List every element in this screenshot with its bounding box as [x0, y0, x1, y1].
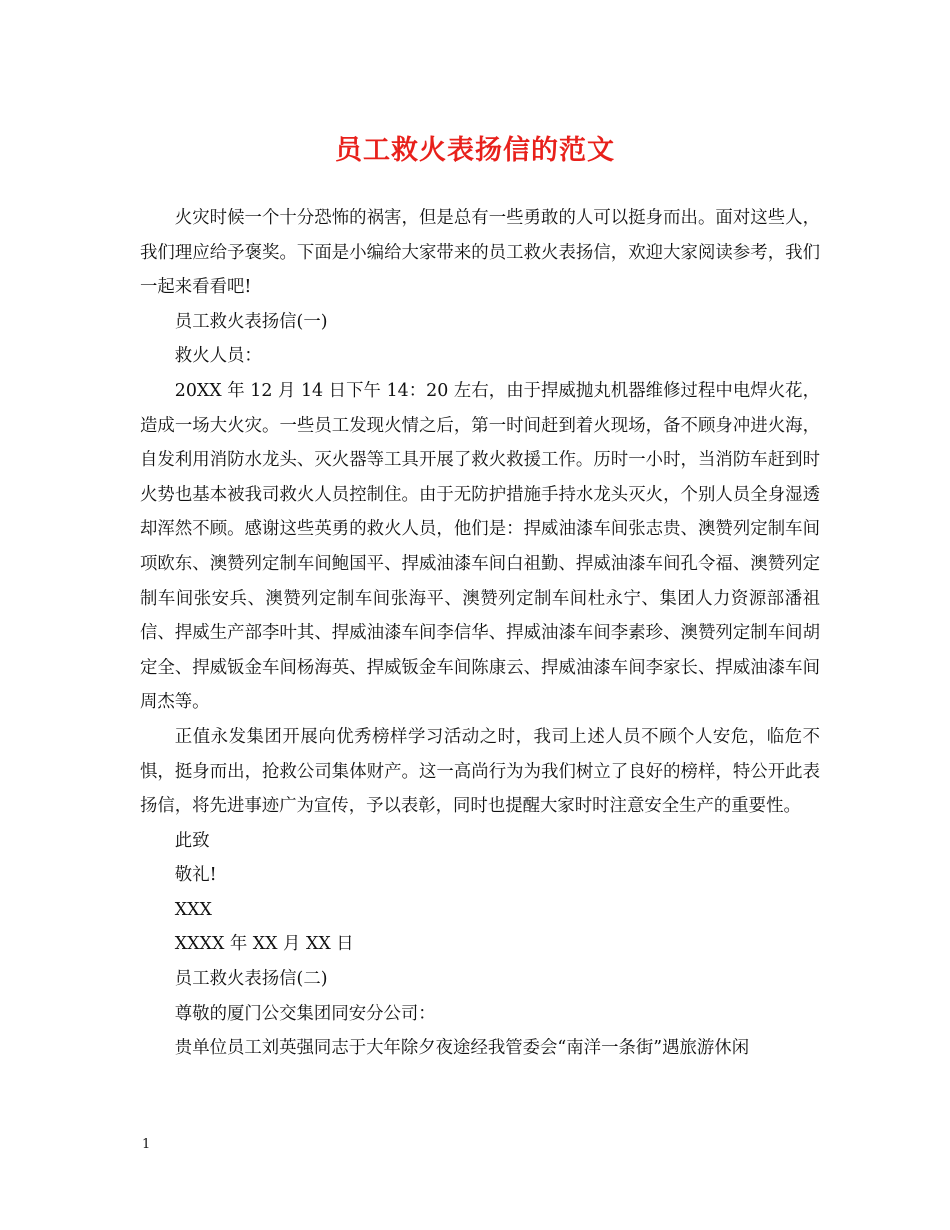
letter-2-body-paragraph: 贵单位员工刘英强同志于大年除夕夜途经我管委会“南洋一条街”遇旅游休闲 — [174, 1038, 750, 1059]
signature-line: XXX — [174, 899, 212, 920]
regards-line: 敬礼! — [174, 865, 217, 886]
section-heading-1: 员工救火表扬信(一) — [174, 311, 328, 332]
document-body — [140, 201, 820, 1066]
intro-paragraph: 火灾时候一个十分恐怖的祸害，但是总有一些勇敢的人可以挺身而出。面对这些人，我们理应给予褒奖。下面是小编给大家带来的员工救火表扬信，欢迎大家阅读参考，我们一起来看看吧! — [140, 208, 820, 298]
letter-1-closing-paragraph: 正值永发集团开展向优秀榜样学习活动之时，我司上述人员不顾个人安危，临危不惧，挺身而出，抢救公司集体财产。这一高尚行为为我们树立了良好的榜样，特公开此表扬信，将先进事迹广为宣传，予以表彰，同时也提醒大家时时注意安全生产的重要性。 — [140, 726, 820, 817]
letter-1-body-paragraph: 20XX 年 12 月 14 日下午 14：20 左右，由于捍威抛丸机器维修过程中电焊火花，造成一场大火灾。一些员工发现火情之后，第一时间赶到着火现场，备不顾身冲进火海，自发利用消防水龙头、灭火器等工具开展了救火救援工作。历时一小时，当消防车赶到时火势也基本被我司救火人员控制住。由于无防护措施手持水龙头灭火，个别人员全身湿透却浑然不顾。感谢这些英勇的救火人员，他们是：捍威油漆车间张志贵、澳赞列定制车间项欧东、澳赞列定制车间鲍国平、捍威油漆车间白祖勤、捍威油漆车间孔令福、澳赞列定制车间张安兵、澳赞列定制车间张海平、澳赞列定制车间杜永宁、集团人力资源部潘祖信、捍威生产部李叶其、捍威油漆车间李信华、捍威油漆车间李素珍、澳赞列定制车间胡定全、捍威钣金车间杨海英、捍威钣金车间陈康云、捍威油漆车间李家长、捍威油漆车间周杰等。 — [140, 380, 820, 713]
page-number: 1 — [142, 1137, 151, 1152]
date-line: XXXX 年 XX 月 XX 日 — [174, 934, 354, 955]
salutation-2: 尊敬的厦门公交集团同安分公司： — [174, 1003, 436, 1024]
document-title: 员工救火表扬信的范文 — [335, 135, 615, 166]
section-heading-2: 员工救火表扬信(二) — [174, 969, 328, 990]
salutation-1: 救火人员： — [174, 346, 262, 367]
closing-line: 此致 — [174, 830, 210, 851]
